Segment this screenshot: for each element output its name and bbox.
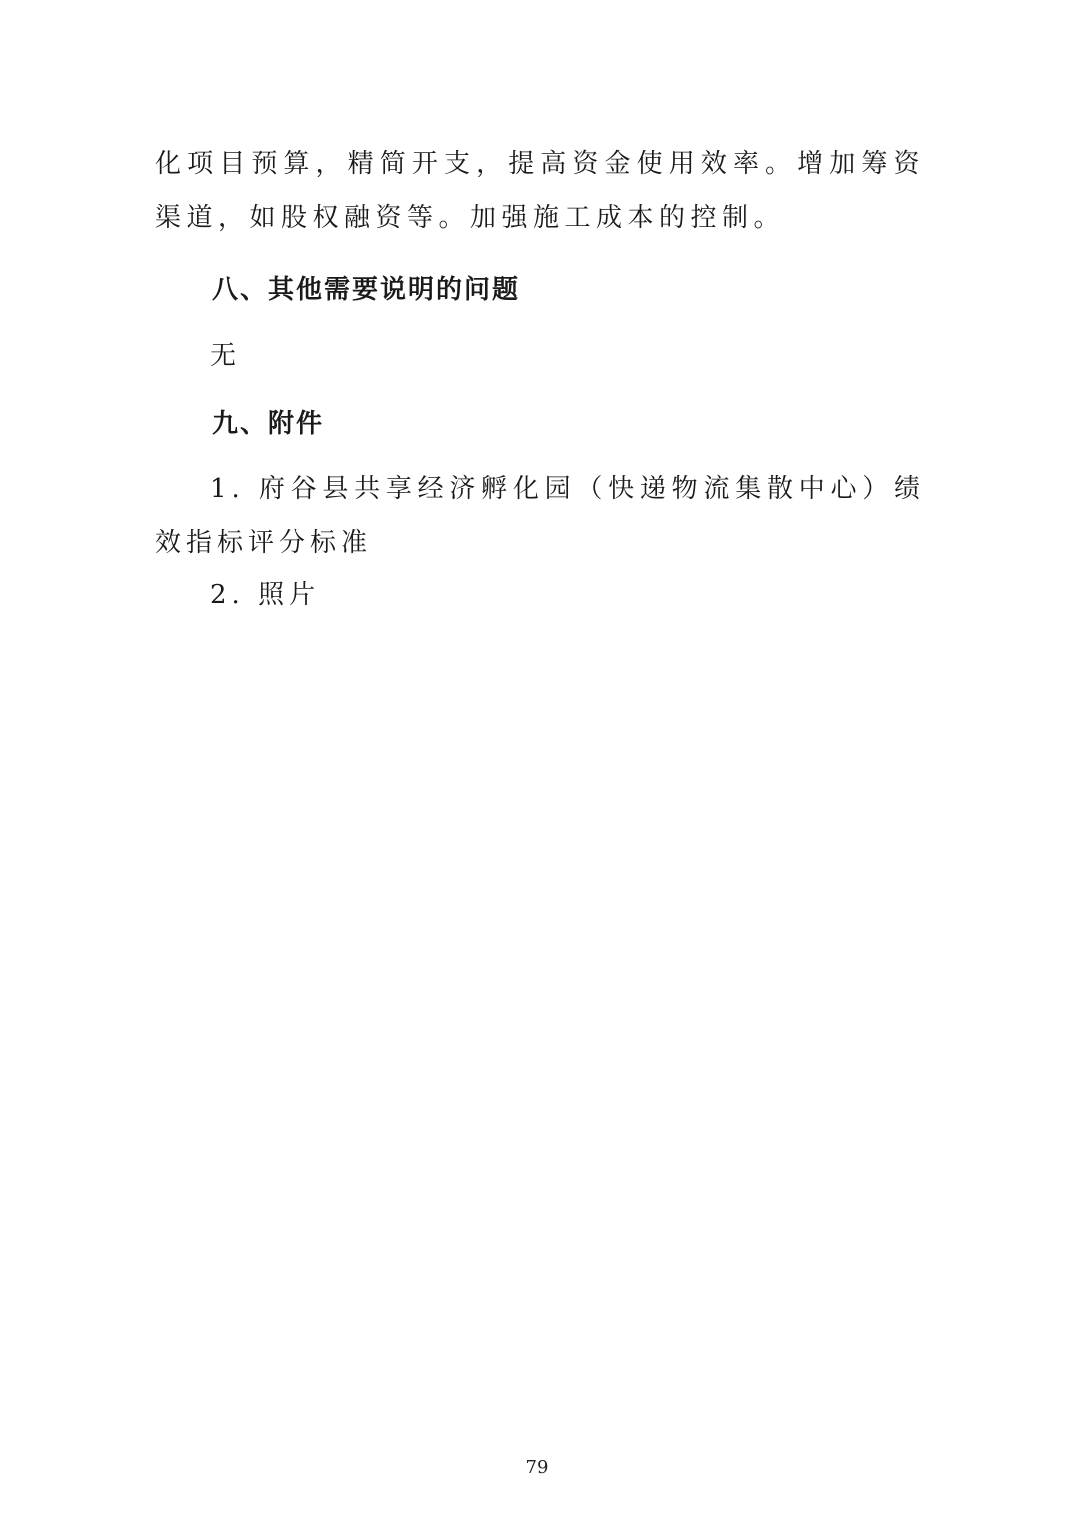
page-number: 79 [525, 1457, 549, 1478]
section-body-none: 无 [210, 341, 242, 371]
attachment-item-2: 2. 照片 [210, 580, 321, 610]
section-heading-other-issues: 八、其他需要说明的问题 [212, 275, 521, 305]
section-heading-attachments: 九、附件 [212, 409, 325, 439]
attachment-item-1: 1. 府谷县共享经济孵化园（快递物流集散中心）绩效指标评分标准 [155, 474, 925, 558]
continued-paragraph: 化项目预算，精简开支，提高资金使用效率。增加筹资渠道，如股权融资等。加强施工成本的控制。 [155, 149, 925, 233]
